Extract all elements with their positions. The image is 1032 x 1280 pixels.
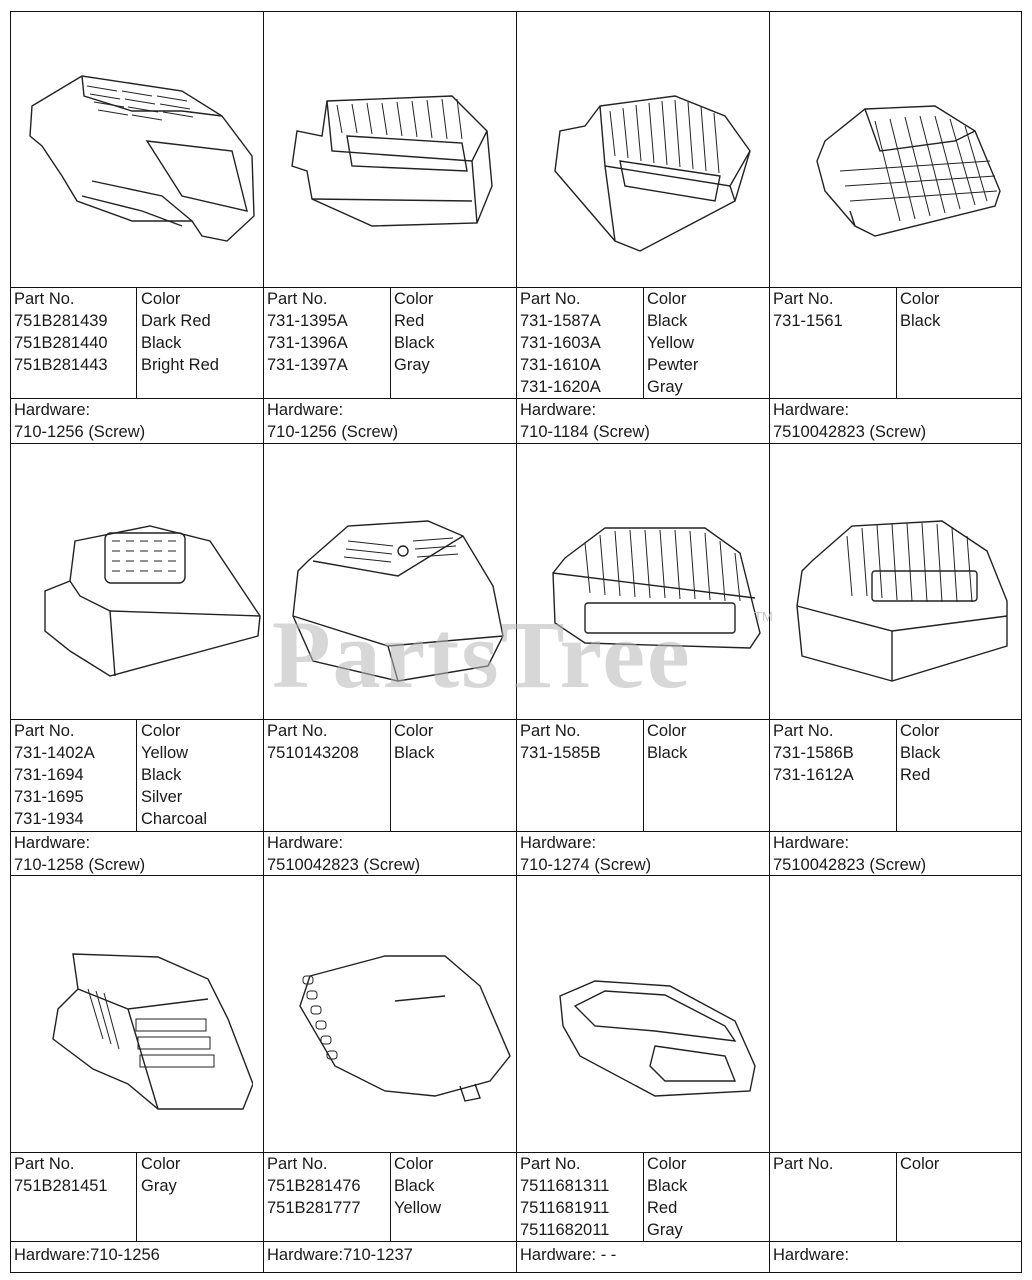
part-number: 7511682011 xyxy=(520,1221,610,1239)
color-value: Dark Red xyxy=(141,312,211,330)
part-number: 751B281439 xyxy=(14,312,108,330)
hardware-label: Hardware: xyxy=(14,401,91,419)
grid-line xyxy=(10,11,11,1273)
color-value: Yellow xyxy=(141,744,189,762)
part-number: 731-1586B xyxy=(773,744,854,762)
shroud-illustration-751b281476 xyxy=(295,946,515,1106)
grid-line xyxy=(136,719,137,831)
part-no-header: Part No. xyxy=(773,722,834,740)
color-header: Color xyxy=(394,1155,434,1173)
color-value: Red xyxy=(394,312,425,330)
grid-line xyxy=(136,1152,137,1241)
part-number: 731-1397A xyxy=(267,356,348,374)
color-value: Gray xyxy=(647,1221,683,1239)
grid-line xyxy=(896,287,897,398)
part-number: 731-1694 xyxy=(14,766,84,784)
shroud-illustration-731-1561 xyxy=(805,101,1005,241)
color-header: Color xyxy=(141,1155,181,1173)
color-header: Color xyxy=(141,722,181,740)
grid-line xyxy=(643,719,644,831)
color-header: Color xyxy=(141,290,181,308)
color-value: Black xyxy=(900,312,941,330)
color-value: Gray xyxy=(394,356,430,374)
shroud-illustration-751b281451 xyxy=(48,949,253,1119)
color-value: Black xyxy=(647,312,688,330)
color-header: Color xyxy=(647,290,687,308)
part-no-header: Part No. xyxy=(520,290,581,308)
color-header: Color xyxy=(394,722,434,740)
hardware-text: Hardware: xyxy=(773,1246,850,1264)
part-no-header: Part No. xyxy=(14,1155,75,1173)
color-header: Color xyxy=(647,1155,687,1173)
hardware-value: 710-1258 (Screw) xyxy=(14,856,146,874)
hardware-label: Hardware: xyxy=(267,834,344,852)
grid-line xyxy=(1021,11,1022,1273)
part-number: 751B281443 xyxy=(14,356,108,374)
hardware-value: 7510042823 (Screw) xyxy=(773,423,927,441)
part-number: 751B281777 xyxy=(267,1199,361,1217)
hardware-label: Hardware: xyxy=(14,834,91,852)
hardware-label: Hardware: xyxy=(773,401,850,419)
hardware-label: Hardware: xyxy=(520,834,597,852)
color-value: Red xyxy=(900,766,931,784)
color-value: Bright Red xyxy=(141,356,219,374)
grid-line xyxy=(10,1241,1022,1242)
hardware-label: Hardware: xyxy=(773,834,850,852)
color-value: Pewter xyxy=(647,356,699,374)
part-no-header: Part No. xyxy=(520,1155,581,1173)
shroud-illustration-751b281439 xyxy=(22,66,257,256)
hardware-text: Hardware:710-1237 xyxy=(267,1246,413,1264)
color-value: Black xyxy=(394,744,435,762)
part-number: 731-1402A xyxy=(14,744,95,762)
part-number: 7510143208 xyxy=(267,744,359,762)
color-value: Gray xyxy=(647,378,683,396)
shroud-illustration-731-1586b xyxy=(792,516,1017,686)
color-header: Color xyxy=(647,722,687,740)
color-value: Black xyxy=(647,744,688,762)
part-number: 731-1396A xyxy=(267,334,348,352)
part-no-header: Part No. xyxy=(773,290,834,308)
part-number: 731-1695 xyxy=(14,788,84,806)
part-number: 731-1620A xyxy=(520,378,601,396)
grid-line xyxy=(390,1152,391,1241)
color-header: Color xyxy=(394,290,434,308)
part-number: 751B281476 xyxy=(267,1177,361,1195)
part-number: 731-1610A xyxy=(520,356,601,374)
color-value: Red xyxy=(647,1199,678,1217)
grid-line xyxy=(10,831,1022,832)
part-no-header: Part No. xyxy=(267,1155,328,1173)
part-number: 7511681911 xyxy=(520,1199,610,1217)
part-no-header: Part No. xyxy=(14,722,75,740)
color-value: Black xyxy=(141,766,182,784)
grid-line xyxy=(643,1152,644,1241)
grid-line xyxy=(390,719,391,831)
color-value: Black xyxy=(900,744,941,762)
grid-line xyxy=(896,1152,897,1241)
color-value: Black xyxy=(394,1177,435,1195)
parts-table xyxy=(10,11,1022,1273)
shroud-illustration-7510143208 xyxy=(288,516,508,686)
part-no-header: Part No. xyxy=(773,1155,834,1173)
hardware-value: 710-1184 (Screw) xyxy=(520,423,650,441)
grid-line xyxy=(390,287,391,398)
hardware-value: 7510042823 (Screw) xyxy=(773,856,927,874)
hardware-label: Hardware: xyxy=(267,401,344,419)
part-no-header: Part No. xyxy=(14,290,75,308)
part-number: 751B281440 xyxy=(14,334,108,352)
color-header: Color xyxy=(900,290,940,308)
hardware-value: 710-1256 (Screw) xyxy=(267,423,399,441)
hardware-text: Hardware:710-1256 xyxy=(14,1246,160,1264)
shroud-illustration-731-1585b xyxy=(545,523,765,653)
part-no-header: Part No. xyxy=(520,722,581,740)
part-number: 731-1587A xyxy=(520,312,601,330)
part-number: 731-1603A xyxy=(520,334,601,352)
grid-line xyxy=(896,719,897,831)
shroud-illustration-731-1395a xyxy=(282,91,497,236)
grid-line xyxy=(10,443,1022,444)
shroud-illustration-731-1402a xyxy=(40,521,265,686)
shroud-illustration-731-1587a xyxy=(545,91,760,256)
part-number: 731-1561 xyxy=(773,312,843,330)
hardware-value: 710-1256 (Screw) xyxy=(14,423,146,441)
color-value: Silver xyxy=(141,788,183,806)
color-header: Color xyxy=(900,722,940,740)
part-no-header: Part No. xyxy=(267,722,328,740)
part-number: 731-1395A xyxy=(267,312,348,330)
hardware-label: Hardware: xyxy=(520,401,597,419)
color-value: Yellow xyxy=(647,334,695,352)
hardware-value: 7510042823 (Screw) xyxy=(267,856,421,874)
color-value: Charcoal xyxy=(141,810,208,828)
color-value: Black xyxy=(647,1177,688,1195)
part-number: 751B281451 xyxy=(14,1177,108,1195)
color-value: Black xyxy=(141,334,182,352)
part-no-header: Part No. xyxy=(267,290,328,308)
grid-line xyxy=(10,398,1022,399)
part-number: 731-1934 xyxy=(14,810,84,828)
grid-line xyxy=(516,11,517,1273)
color-header: Color xyxy=(900,1155,940,1173)
watermark: PartsTree xyxy=(272,601,692,708)
part-number: 7511681311 xyxy=(520,1177,610,1195)
shroud-illustration-7511681311 xyxy=(555,971,760,1101)
part-number: 731-1585B xyxy=(520,744,601,762)
color-value: Gray xyxy=(141,1177,177,1195)
hardware-text: Hardware: - - xyxy=(520,1246,617,1264)
part-number: 731-1612A xyxy=(773,766,854,784)
grid-line xyxy=(136,287,137,398)
hardware-value: 710-1274 (Screw) xyxy=(520,856,652,874)
watermark-trademark: TM xyxy=(754,609,773,624)
color-value: Yellow xyxy=(394,1199,442,1217)
color-value: Black xyxy=(394,334,435,352)
grid-line xyxy=(643,287,644,398)
grid-line xyxy=(769,11,770,1273)
